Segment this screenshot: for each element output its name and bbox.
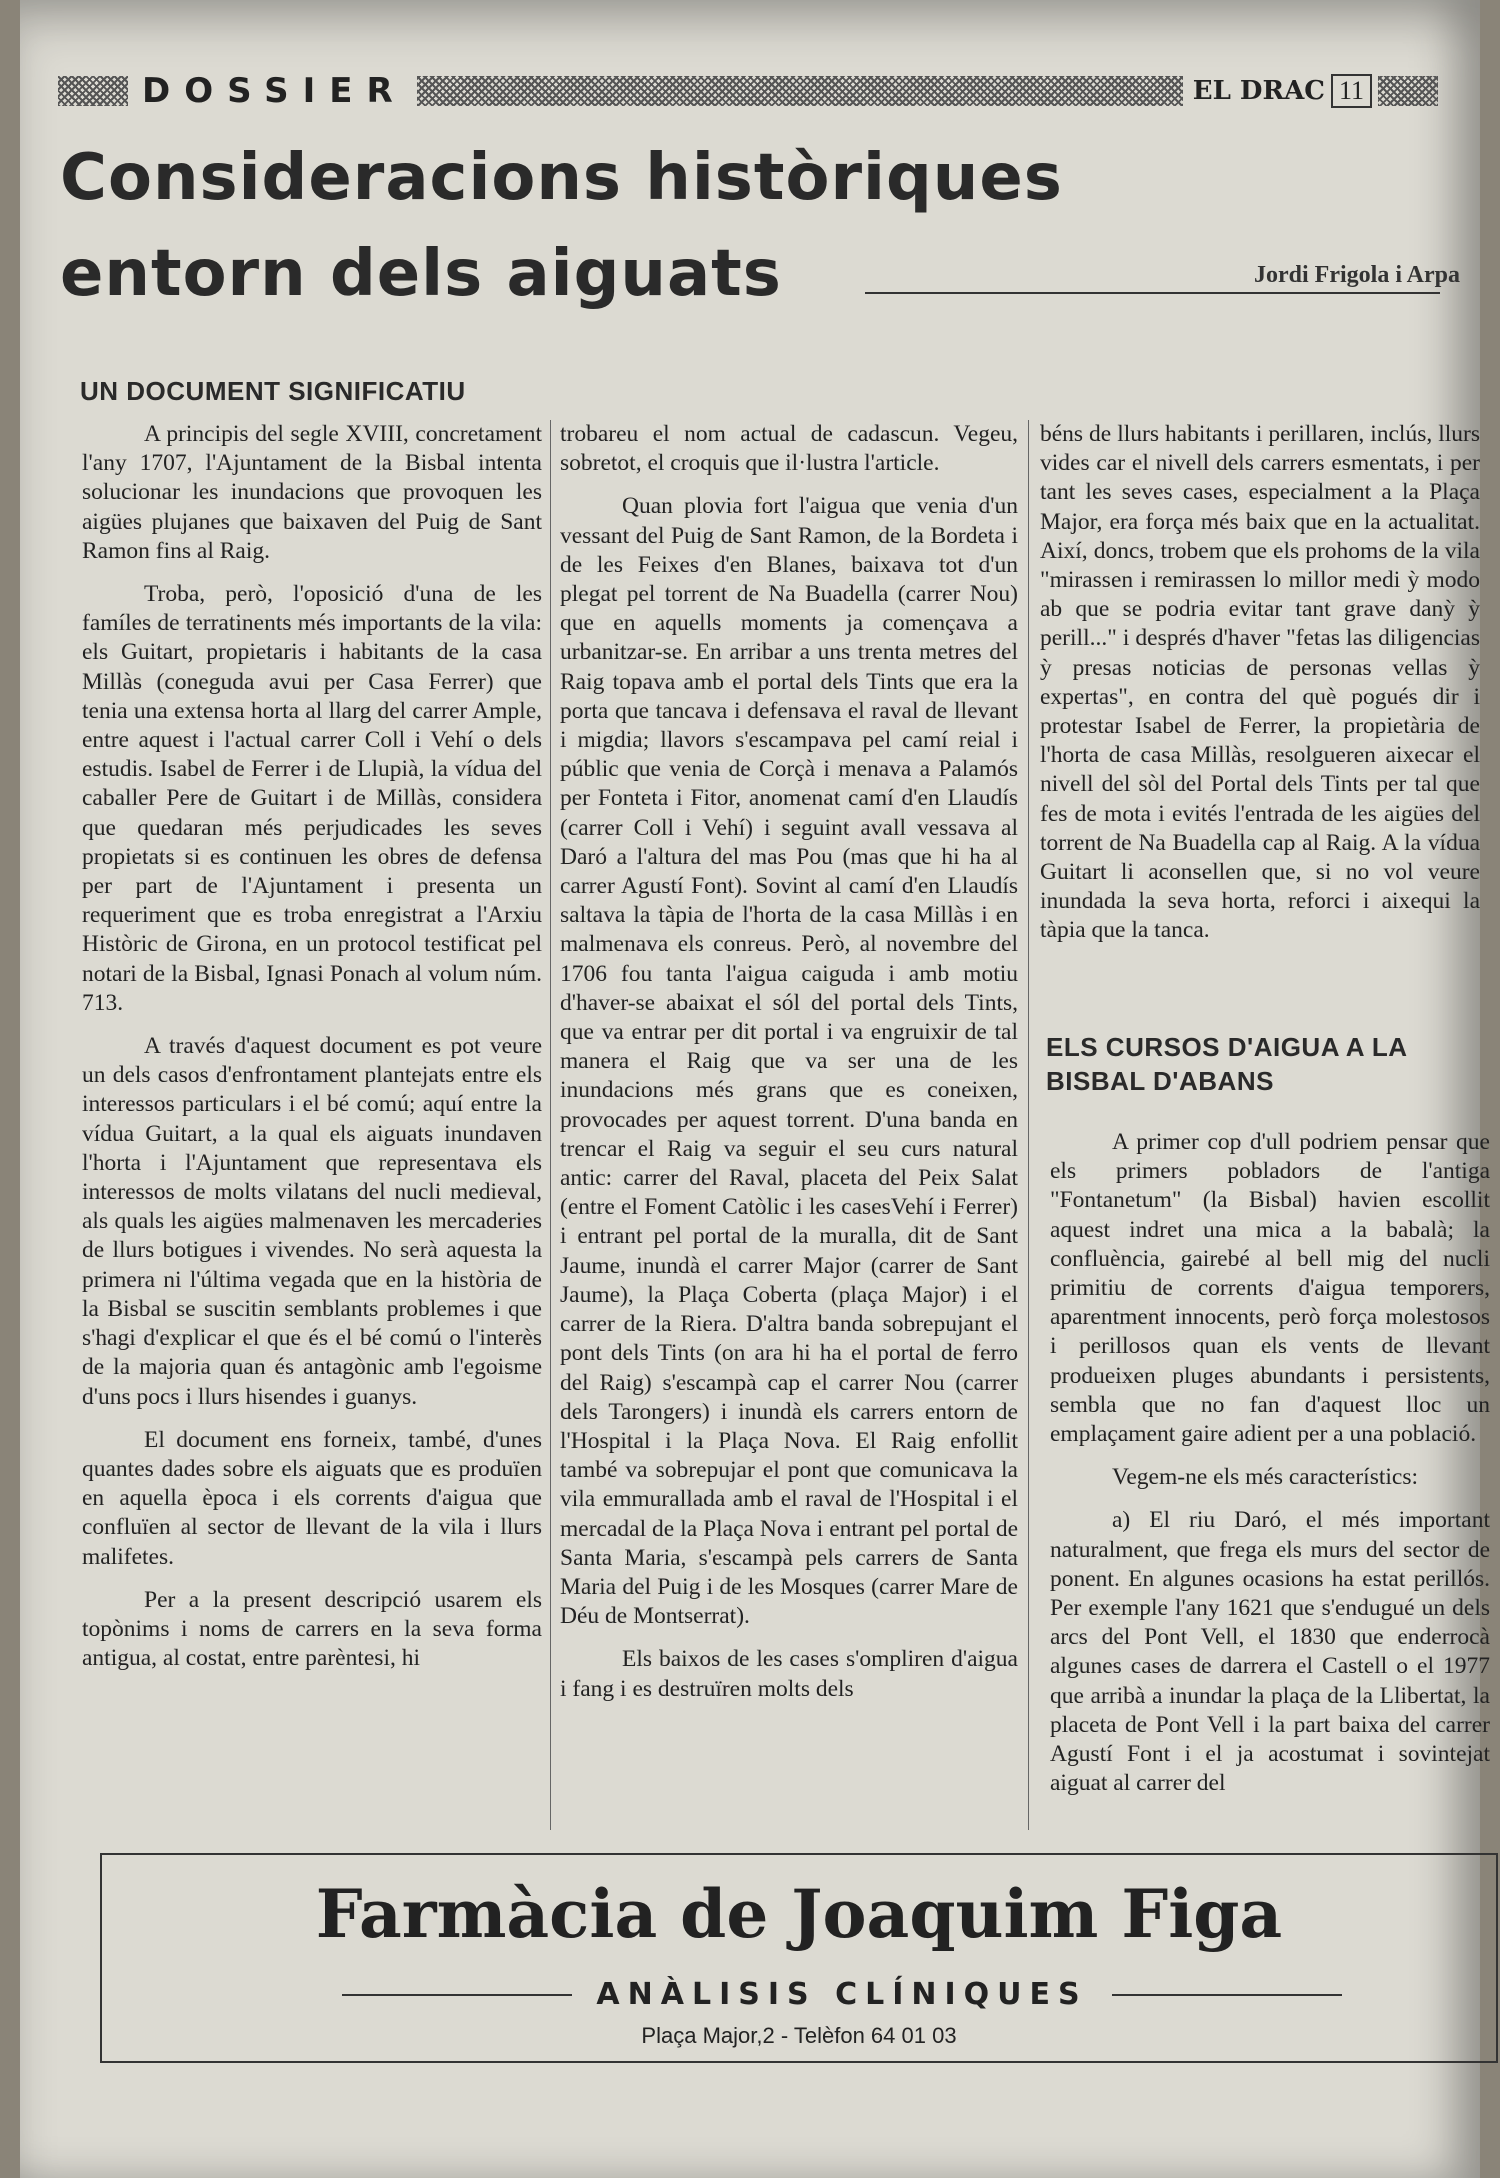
title-rule [865,292,1440,294]
header-pattern [1378,76,1438,106]
section-heading: ELS CURSOS D'AIGUA A LA BISBAL D'ABANS [1046,1032,1407,1096]
paragraph: a) El riu Daró, el més important naturalment, que frega els murs del sector de ponent. En algunes ocasions ha estat perillós. Per exemple l'any 1621 que s'endugué un dels arcs del Pont Vell, el 1830 que enderrocà algunes cases de darrera el Castell o el 1977 que arribà a inundar la plaça de la Llibertat, la placeta de Pont Vell i la part baixa del carrer Agustí Font i el ja acostumat i sovintejat aiguat al carrer del [1050,1507,1490,1797]
page-number: 11 [1331,74,1372,108]
ad-subtitle-row [342,1977,1342,2012]
header-pattern [417,76,1183,106]
paragraph: A primer cop d'ull podriem pensar que els primers pobladors de l'antiga "Fontanetum" (la Bisbal) havien escollit aquest indret una mica a la babalà; la confluència, gairebé al bell mig del nucli primitiu de corrents d'aigua temporers, aparentment innocents, però força molestosos i perillosos quan els vents de llevant produeixen pluges abundants i persistents, sembla que no fan d'aquest lloc un emplaçament gaire adient per a una població. [1050,1129,1490,1448]
paragraph: Per a la present descripció usarem els topònims i noms de carrers en la seva forma antigua, al costat, entre parèntesi, hi [82,1586,542,1672]
ad-rule [1112,1994,1342,1996]
ad-address: Plaça Major,2 - Telèfon 64 01 03 [641,2023,957,2048]
paragraph: A través d'aquest document es pot veure un dels casos d'enfrontament plantejats entre els interessos particulars i el bé comú; aquí entre la vídua Guitart, a la qual els aiguats inundaven l'horta i l'Ajuntament que representava els interessos de molts vilatans del nucli medieval, als quals les aigües malmenaven les mercaderies de llurs botigues i vivendes. No serà aquesta la primera ni l'última vegada que en la història de la Bisbal se suscitin semblants problemes i que s'hagi d'explicar el que és el bé comú o l'interès de la majoria quan és antagònic amb l'egoisme d'uns pocs i llurs hisendes i guanys. [82,1033,542,1410]
paragraph: Quan plovia fort l'aigua que venia d'un vessant del Puig de Sant Ramon, de la Bordeta i de les Feixes d'en Blanes, baixava tot d'un plegat pel torrent de Na Buadella (carrer Nou) que en aquells moments ja començava a urbanitzar-se. En arribar a uns trenta metres del Raig topava amb el portal dels Tints que era la porta que tancava i defensava el raval de llevant i migdia; llavors s'escampava pel camí reial i públic que venia de Corçà i menava a Palamós per Fonteta i Fitor, anomenat camí d'en Llaudís (carrer Coll i Vehí) i seguint avall vessava al Daró a l'altura del mas Pou (mas que hi ha al carrer Agustí Font). Sovint al camí d'en Llaudís saltava la tàpia de l'horta de la casa Millàs i en malmenava els conreus. Però, al novembre del 1706 fou tanta l'aigua caiguda i amb motiu d'haver-se abaixat el sól del portal dels Tints, que va entrar per dit portal i va engruixir de tal manera el Raig que va ser una de les inundacions més grans que es coneixen, provocades per aquest torrent. D'una banda en trencar el Raig va seguir el seu curs natural antic: carrer del Raval, placeta del Peix Salat (entre el Foment Catòlic i les casesVehí i Ferrer) i entrant pel portal de la muralla, dit de Sant Jaume, inundà el carrer Major (carrer de Sant Jaume), la Plaça Coberta (plaça Major) i el carrer de la Riera. D'altra banda sobrepujant el pont dels Tints (on ara hi ha el portal de ferro del Raig) s'escampà cap el carrer Nou (carrer dels Tarongers) i inundà els carrers entorn de l'Hospital i la Plaça Nova. El Raig enfollit també va sobrepujar el pont que comunicava la vila emmurallada amb el raval de l'Hospital i el mercadal de la Plaça Nova i entrant pel portal de Santa Maria, s'escampà pels carrers de Santa Maria del Puig i de les Mosques (carrer Mare de Déu de Montserrat). [560,493,1018,1630]
paragraph: trobareu el nom actual de cadascun. Vegeu, sobretot, el croquis que il·lustra l'article. [560,421,1018,477]
paragraph: Vegem-ne els més característics: [1112,1464,1419,1491]
paragraph: béns de llurs habitants i perillaren, inclús, llurs vides car el nivell dels carrers esmentats, i per tant les seves cases, especialment a la Plaça Major, era força més baix que en la actualitat. Així, doncs, trobem que els prohoms de la vila "mirassen i remirassen lo millor medi ỳ modo ab que se podria evitar tant grave danỳ ỳ perill..." i després d'haver "fetas las diligencias ỳ presas noticias de personas vellas ỳ expertas", en contra del què pogués dir i protestar Isabel de Ferrer, la propietària de l'horta de casa Millàs, resolgueren aixecar el nivell del sòl del Portal dels Tints per tal que fes de mota i evités l'entrada de les aigües del torrent de Na Buadella cap al Raig. A la vídua Guitart li aconsellen que, si no vol veure inundada la seva horta, reforci i aixequi la tàpia que la tanca. [1040,421,1480,944]
ad-rule [342,1994,572,1996]
ad-subtitle: ANÀLISIS CLÍNIQUES [596,1977,1088,2012]
column-divider [550,420,551,1830]
ad-business-name: Farmàcia de Joaquim Figa [315,1875,1283,1953]
magazine-page [20,0,1490,2178]
paragraph: Els baixos de les cases s'ompliren d'aigua i fang i es destruïren molts dels [560,1646,1018,1702]
article-author: Jordi Frigola i Arpa [1254,262,1460,288]
paragraph: Troba, però, l'oposició d'una de les famíles de terratinents més importants de la vila: els Guitart, propietaris i habitants de la casa Millàs (coneguda avui per Casa Ferrer) que tenia una extensa horta al llarg del carrer Ample, entre aquest i l'actual carrer Coll i Vehí o dels estudis. Isabel de Ferrer i de Llupià, la vídua del caballer Pere de Guitart i de Millàs, considera que quedaran més perjudicades les seves propietats si es continuen les obres de defensa per part de l'Ajuntament i presenta un requeriment que es troba enregistrat a l'Arxiu Històric de Girona, en un protocol testificat pel notari de la Bisbal, Ignasi Ponach al volum núm. 713. [82,581,542,1016]
column-3 [1040,420,1480,946]
section-label: DOSSIER [142,71,407,111]
column-2 [560,420,1018,1704]
pharmacy-advertisement [100,1853,1498,2063]
page-header [58,70,1438,112]
section-heading: UN DOCUMENT SIGNIFICATIU [80,376,466,406]
paragraph: A principis del segle XVIII, concretament l'any 1707, l'Ajuntament de la Bisbal intenta solucionar les inundacions que provoquen les aigües plujanes que baixaven del Puig de Sant Ramon fins al Raig. [82,421,542,564]
column-3-continued [1050,1128,1490,1798]
column-divider [1028,420,1029,1830]
header-pattern [58,76,128,106]
column-1 [82,420,542,1673]
article-title: Consideracions històriques entorn dels aiguats [60,141,1063,311]
paragraph: El document ens forneix, també, d'unes quantes dades sobre els aiguats que es produïen en aquella època i els corrents d'aigua que confluïen al sector de llevant de la vila i llurs malifetes. [82,1426,542,1570]
magazine-name: EL DRAC [1192,76,1325,106]
